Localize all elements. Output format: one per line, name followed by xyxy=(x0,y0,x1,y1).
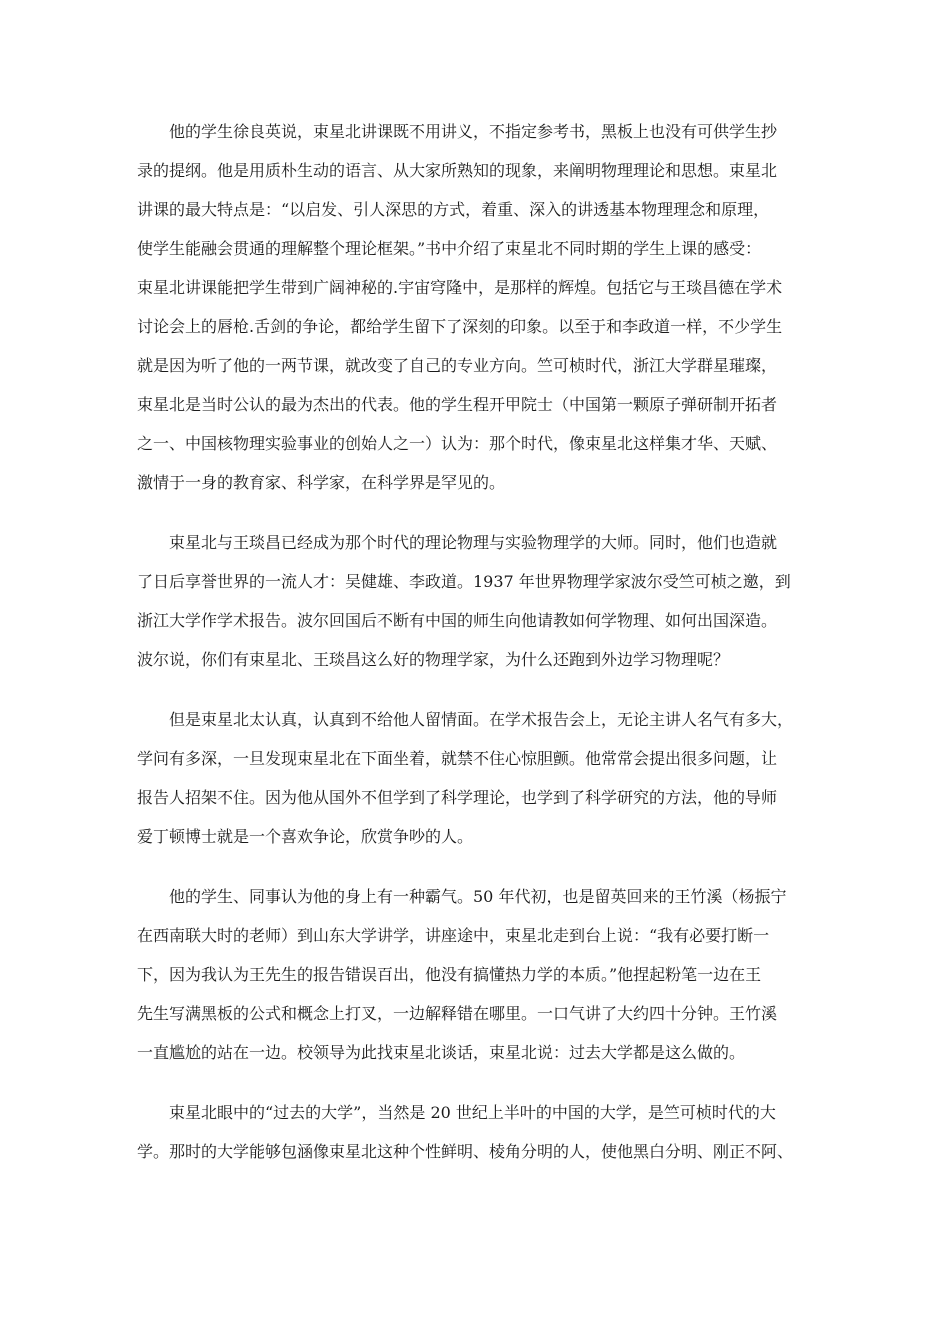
paragraph-1 xyxy=(137,112,827,502)
text-line: 讨论会上的唇枪.舌剑的争论，都给学生留下了深刻的印象。以至于和李政道一样，不少学生 xyxy=(137,317,783,336)
text-line: 他的学生、同事认为他的身上有一种霸气。50 年代初，也是留英回来的王竹溪（杨振宁 xyxy=(169,887,787,906)
text-line: 之一、中国核物理实验事业的创始人之一）认为：那个时代，像束星北这样集才华、天赋、 xyxy=(137,434,778,453)
text-line: 讲课的最大特点是：“以启发、引人深思的方式，着重、深入的讲透基本物理理念和原理， xyxy=(137,200,770,219)
paragraph-5 xyxy=(137,1093,827,1171)
text-line: 了日后享誉世界的一流人才：吴健雄、李政道。1937 年世界物理学家波尔受竺可桢之邀，到 xyxy=(137,572,791,591)
text-line: 一直尴尬的站在一边。校领导为此找束星北谈话，束星北说：过去大学都是这么做的。 xyxy=(137,1043,746,1062)
text-line: 束星北眼中的“过去的大学”，当然是 20 世纪上半叶的中国的大学，是竺可桢时代的大 xyxy=(169,1103,776,1122)
paragraph-2 xyxy=(137,523,827,679)
text-line: 学。那时的大学能够包涵像束星北这种个性鲜明、棱角分明的人，使他黑白分明、刚正不阿、 xyxy=(137,1142,794,1161)
text-line: 学问有多深，一旦发现束星北在下面坐着，就禁不住心惊胆颤。他常常会提出很多问题，让 xyxy=(137,749,778,768)
paragraph-4 xyxy=(137,877,827,1072)
text-line: 束星北是当时公认的最为杰出的代表。他的学生程开甲院士（中国第一颗原子弹研制开拓者 xyxy=(137,395,778,414)
text-line: 使学生能融会贯通的理解整个理论框架。”书中介绍了束星北不同时期的学生上课的感受： xyxy=(137,239,762,258)
paragraph-3 xyxy=(137,700,827,856)
text-line: 束星北与王琰昌已经成为那个时代的理论物理与实验物理学的大师。同时，他们也造就 xyxy=(169,533,778,552)
text-line: 报告人招架不住。因为他从国外不但学到了科学理论，也学到了科学研究的方法，他的导师 xyxy=(137,788,778,807)
text-line: 束星北讲课能把学生带到广阔神秘的.宇宙穹隆中，是那样的辉煌。包括它与王琰昌德在学术 xyxy=(137,278,783,297)
text-line: 激情于一身的教育家、科学家，在科学界是罕见的。 xyxy=(137,473,506,492)
text-line: 他的学生徐良英说，束星北讲课既不用讲义，不指定参考书，黑板上也没有可供学生抄 xyxy=(169,122,778,141)
text-line: 先生写满黑板的公式和概念上打叉，一边解释错在哪里。一口气讲了大约四十分钟。王竹溪 xyxy=(137,1004,778,1023)
text-line: 爱丁顿博士就是一个喜欢争论，欣赏争吵的人。 xyxy=(137,827,474,846)
text-line: 就是因为听了他的一两节课，就改变了自己的专业方向。竺可桢时代，浙江大学群星璀璨， xyxy=(137,356,778,375)
text-line: 在西南联大时的老师）到山东大学讲学，讲座途中，束星北走到台上说：“我有必要打断一 xyxy=(137,926,770,945)
text-line: 但是束星北太认真，认真到不给他人留情面。在学术报告会上，无论主讲人名气有多大， xyxy=(169,710,794,729)
text-line: 浙江大学作学术报告。波尔回国后不断有中国的师生向他请教如何学物理、如何出国深造。 xyxy=(137,611,778,630)
text-line: 波尔说，你们有束星北、王琰昌这么好的物理学家，为什么还跑到外边学习物理呢？ xyxy=(137,650,730,669)
text-line: 下，因为我认为王先生的报告错误百出，他没有搞懂热力学的本质。”他捏起粉笔一边在王 xyxy=(137,965,762,984)
document-body xyxy=(137,112,827,1192)
text-line: 录的提纲。他是用质朴生动的语言、从大家所熟知的现象，来阐明物理理论和思想。束星北 xyxy=(137,161,778,180)
